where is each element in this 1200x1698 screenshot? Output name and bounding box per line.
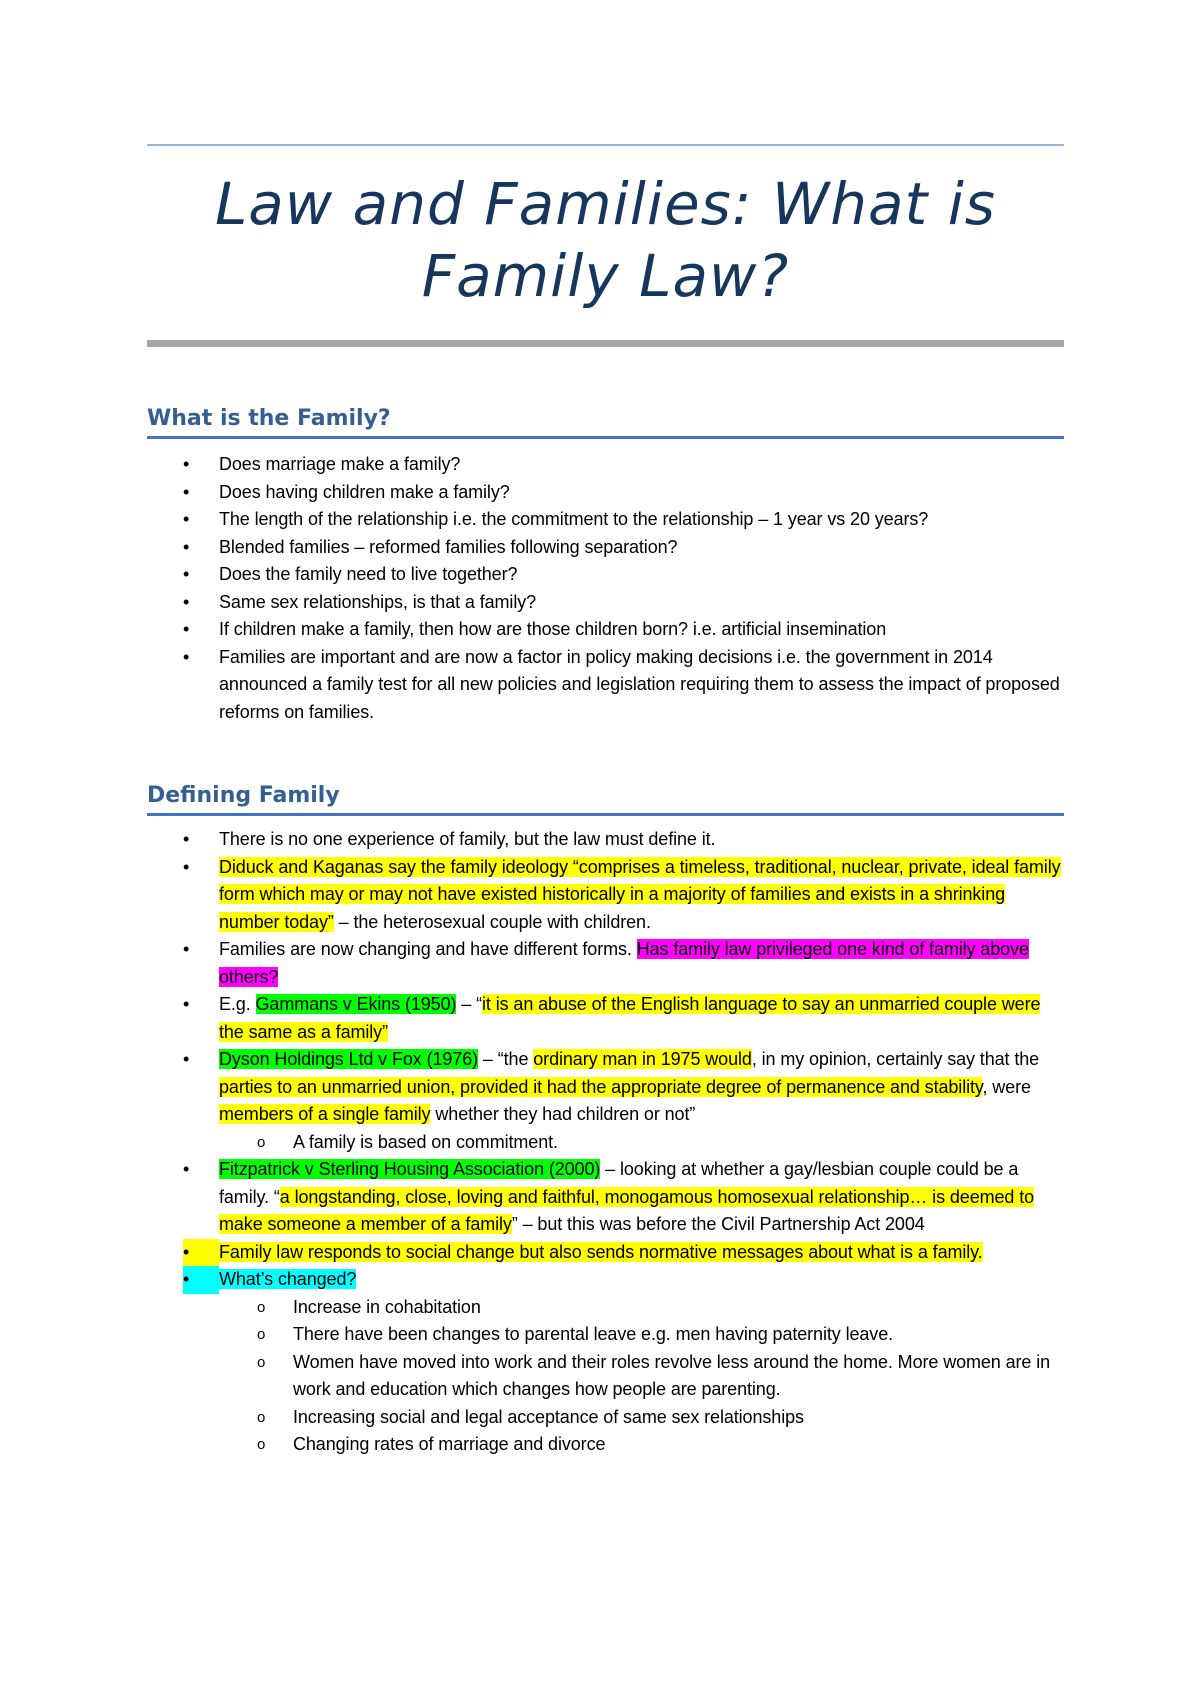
highlight-yellow: Family law responds to social change but also sends normative messages about what is a family. xyxy=(219,1241,983,1262)
highlight-yellow: a longstanding, close, loving and faithful, monogamous homosexual relationship… is deemed to make someone a member of a family xyxy=(219,1186,1035,1234)
bullet-icon: • xyxy=(183,509,190,529)
highlight-yellow: it is an abuse of the English language to say an unmarried couple were the same as a family” xyxy=(219,994,1041,1042)
bullet-icon: • xyxy=(183,481,190,502)
defining-family-list xyxy=(147,826,1064,1459)
list-item: • Diduck and Kaganas say the family ideology “comprises a timeless, traditional, nuclear, private, ideal family form which may or may not have existed historically in a majority of families and exists in a shrinking number today” – the heterosexual couple with children. xyxy=(147,854,1064,937)
list-item: • Does marriage make a family? xyxy=(147,451,1064,479)
sub-bullet-icon: o xyxy=(257,1353,266,1371)
case-name-highlight: Fitzpatrick v Sterling Housing Association (2000) xyxy=(219,1159,601,1179)
bullet-icon: • xyxy=(183,1239,219,1267)
highlight-yellow: members of a single family xyxy=(219,1104,431,1124)
bullet-icon: • xyxy=(183,536,190,557)
list-item: • Does the family need to live together? xyxy=(147,561,1064,589)
title-top-rule xyxy=(147,144,1064,146)
highlight-yellow: Diduck and Kaganas say the family ideology “comprises a timeless, traditional, nuclear, private, ideal family form which may or may not have existed historically in a majority of families and exists in a shrinking number today” xyxy=(219,856,1061,932)
list-item: • Dyson Holdings Ltd v Fox (1976) – “the ordinary man in 1975 would, in my opinion, certainly say that the parties to an unmarried union, provided it had the appropriate degree of permanence and stability, were members of a single family whether they had children or not” xyxy=(147,1046,1064,1129)
bullet-icon: • xyxy=(183,829,190,849)
sub-bullet-icon: o xyxy=(257,1133,266,1151)
sub-list-item: o Changing rates of marriage and divorce xyxy=(147,1431,1064,1459)
bullet-icon: • xyxy=(183,856,190,877)
title-bottom-rule xyxy=(147,340,1064,347)
bullet-icon: • xyxy=(183,1049,190,1069)
sub-bullet-icon: o xyxy=(257,1326,266,1343)
section-heading-family: What is the Family? xyxy=(147,404,1064,439)
document-title: Law and Families: What is Family Law? xyxy=(214,170,997,310)
bullet-icon: • xyxy=(183,1266,219,1294)
highlight-yellow: parties to an unmarried union, provided it had the appropriate degree of permanence and stability xyxy=(219,1076,983,1097)
list-item: • Does having children make a family? xyxy=(147,479,1064,507)
highlight-cyan: What’s changed? xyxy=(219,1269,357,1289)
list-item xyxy=(147,1266,1064,1294)
bullet-icon: • xyxy=(183,619,190,639)
section-heading-defining: Defining Family xyxy=(147,781,1064,816)
bullet-icon: • xyxy=(183,939,190,959)
bullet-icon: • xyxy=(183,591,190,612)
case-name-highlight: Gammans v Ekins (1950) xyxy=(255,994,457,1014)
bullet-icon: • xyxy=(183,646,190,667)
list-item: • There is no one experience of family, but the law must define it. xyxy=(147,826,1064,854)
list-item: • Families are now changing and have different forms. Has family law privileged one kind of family above others? xyxy=(147,936,1064,991)
sub-list-item: o Increasing social and legal acceptance of same sex relationships xyxy=(147,1404,1064,1432)
highlight-yellow: ordinary man in 1975 would xyxy=(533,1049,752,1069)
sub-list-item: o There have been changes to parental leave e.g. men having paternity leave. xyxy=(147,1321,1064,1349)
family-questions-list xyxy=(147,451,1064,726)
case-name-highlight: Dyson Holdings Ltd v Fox (1976) xyxy=(219,1049,479,1069)
sub-bullet-icon: o xyxy=(257,1298,266,1316)
list-item: • Same sex relationships, is that a family? xyxy=(147,589,1064,617)
sub-list-item: o Women have moved into work and their roles revolve less around the home. More women are in work and education which changes how people are parenting. xyxy=(147,1349,1064,1404)
bullet-icon: • xyxy=(183,454,190,474)
list-item: • The length of the relationship i.e. the commitment to the relationship – 1 year vs 20 years? xyxy=(147,506,1064,534)
bullet-icon: • xyxy=(183,564,190,584)
sub-bullet-icon: o xyxy=(257,1408,266,1426)
list-item: • If children make a family, then how are those children born? i.e. artificial insemination xyxy=(147,616,1064,644)
list-item: • Blended families – reformed families following separation? xyxy=(147,534,1064,562)
sub-bullet-icon: o xyxy=(257,1436,266,1453)
list-item: • Families are important and are now a factor in policy making decisions i.e. the government in 2014 announced a family test for all new policies and legislation requiring them to assess the impact of proposed reforms on families. xyxy=(147,644,1064,727)
sub-list-item: o A family is based on commitment. xyxy=(147,1129,1064,1157)
list-item: • E.g. Gammans v Ekins (1950) – “it is an abuse of the English language to say an unmarried couple were the same as a family” xyxy=(147,991,1064,1046)
list-item xyxy=(147,1239,1064,1267)
sub-list-item: o Increase in cohabitation xyxy=(147,1294,1064,1322)
list-item: • Fitzpatrick v Sterling Housing Association (2000) – looking at whether a gay/lesbian couple could be a family. “a longstanding, close, loving and faithful, monogamous homosexual relationship… is deemed to make someone a member of a family” – but this was before the Civil Partnership Act 2004 xyxy=(147,1156,1064,1239)
bullet-icon: • xyxy=(183,1159,190,1179)
bullet-icon: • xyxy=(183,994,190,1014)
highlight-magenta: Has family law privileged one kind of family above others? xyxy=(219,939,1029,987)
